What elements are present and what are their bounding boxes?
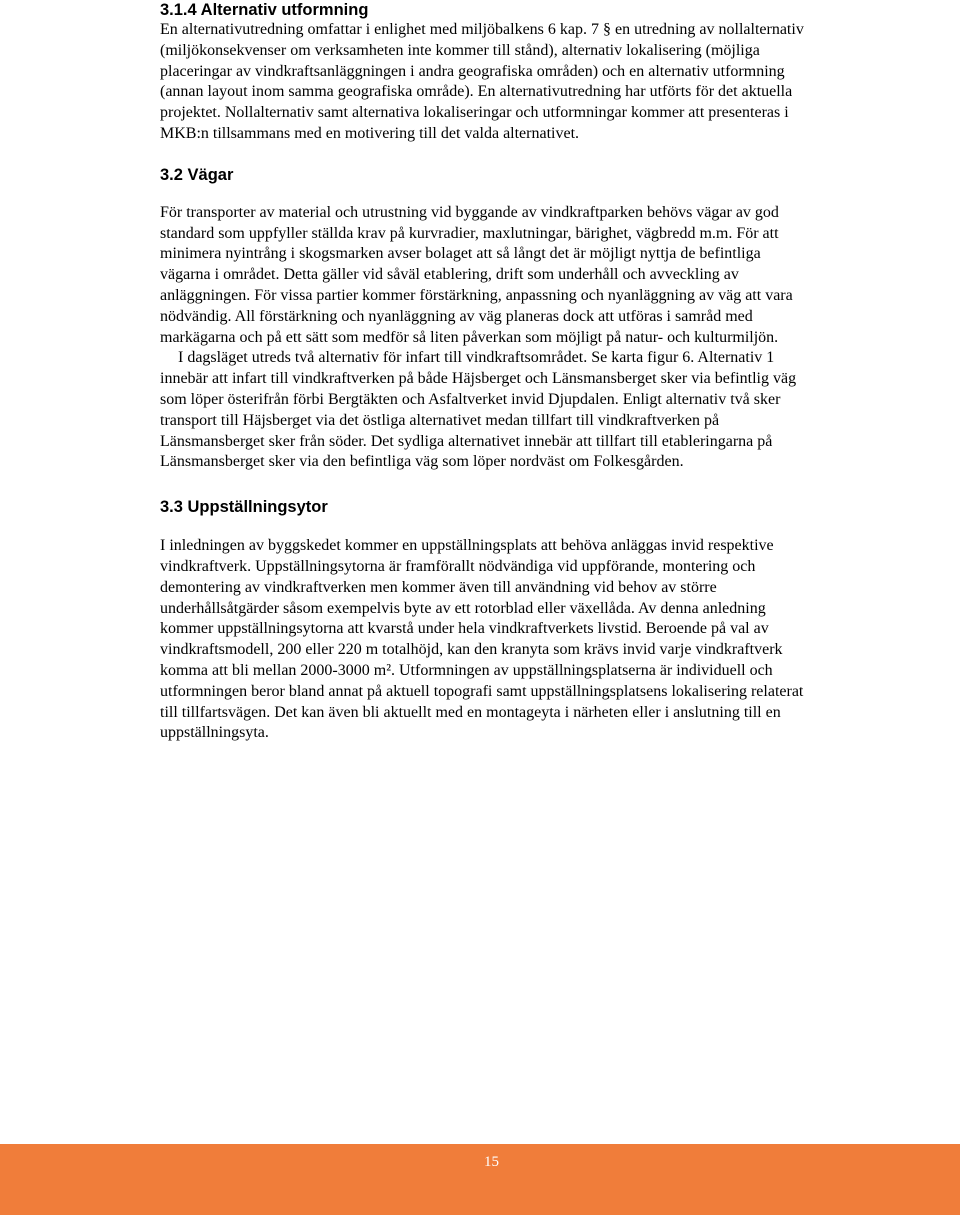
page-content (160, 0, 810, 744)
section-paragraph: I inledningen av byggskedet kommer en uppställningsplats att behöva anläggas invid respektive vindkraftverk. Uppställningsytorna är framförallt nödvändiga vid uppförande, montering och demontering av vindkraftverken men kommer även till användning vid behov av större underhållsåtgärder såsom exempelvis byte av ett rotorblad eller växellåda. Av denna anledning kommer uppställningsytorna att kvarstå under hela vindkraftverkets livstid. Beroende på val av vindkraftsmodell, 200 eller 220 m totalhöjd, kan den kranyta som krävs invid varje vindkraftverk komma att bli mellan 2000-3000 m². Utformningen av uppställningsplatserna är individuell och utformningen beror bland annat på aktuell topografi samt uppställningsplatsens lokalisering relaterat till tillfartsvägen. Det kan även bli aktuellt med en montageyta i närheten eller i anslutning till en uppställningsyta. (160, 537, 804, 742)
section-heading: 3.2 Vägar (160, 165, 234, 184)
section-heading: 3.1.4 Alternativ utformning (160, 1, 369, 19)
section-heading: 3.3 Uppställningsytor (160, 498, 328, 517)
section-paragraph: För transporter av material och utrustning vid byggande av vindkraftparken behövs vägar av god standard som uppfyller ställda krav på kurvradier, maxlutningar, bärighet, vägbredd m.m. För att minimera nyintrång i skogsmarken avser bolaget att så långt det är möjligt nyttja de befintliga vägarna i området. Detta gäller vid såväl etablering, drift som underhåll och avveckling av anläggningen. För vissa partier kommer förstärkning, anpassning och nyanläggning av väg att vara nödvändig. All förstärkning och nyanläggning av väg planeras dock att utföras i samråd med markägarna och på ett sätt som medför så liten påverkan som möjligt på natur- och kulturmiljön. (160, 203, 793, 346)
section-vagar (160, 165, 810, 473)
section-paragraph: En alternativutredning omfattar i enlighet med miljöbalkens 6 kap. 7 § en utredning av nollalternativ (miljökonsekvenser om verksamheten inte kommer till stånd), alternativ lokalisering (möjliga placeringar av vindkraftsanläggningen i andra geografiska områden) och en alternativ utformning (annan layout inom samma geografiska område). En alternativutredning har utförts för det aktuella projektet. Nollalternativ samt alternativa lokaliseringar och utformningar kommer att presenteras i MKB:n tillsammans med en motivering till det valda alternativet. (160, 21, 804, 142)
page-number: 15 (484, 1154, 499, 1170)
section-uppstallningsytor (160, 497, 810, 744)
section-alternativ-utformning (160, 0, 810, 145)
section-paragraph: I dagsläget utreds två alternativ för infart till vindkraftsområdet. Se karta figur 6. Alternativ 1 innebär att infart till vindkraftverken på både Häjsberget och Länsmansberget sker via befintlig väg som löper österifrån förbi Bergtäkten och Asfaltverket invid Djupdalen. Enligt alternativ två sker transport till Häjsberget via det östliga alternativet medan tillfart till vindkraftverken på Länsmansberget sker från söder. Det sydliga alternativet innebär att tillfart till etableringarna på Länsmansberget sker via den befintliga väg som löper nordväst om Folkesgården. (160, 349, 797, 471)
